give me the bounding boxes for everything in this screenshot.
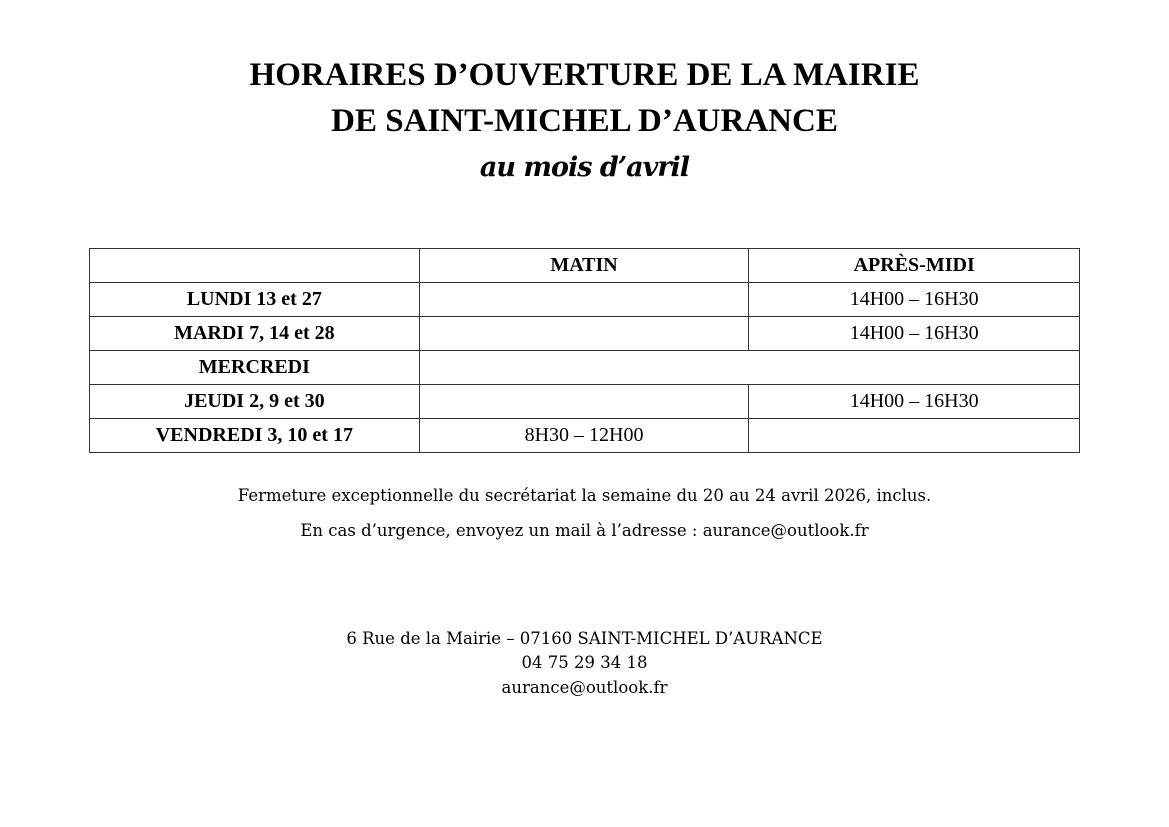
matin-cell (419, 385, 749, 419)
page-subtitle: au mois d’avril (479, 152, 690, 183)
merged-hours-cell (419, 351, 1079, 385)
apres-midi-cell: 14H00 – 16H30 (749, 317, 1080, 351)
urgency-notice: En cas d’urgence, envoyez un mail à l’adresse : aurance@outlook.fr (300, 521, 869, 540)
table-row (90, 317, 1080, 351)
header-cell-matin: MATIN (419, 249, 749, 283)
header-cell-apres-midi: APRÈS-MIDI (749, 249, 1080, 283)
table-row (90, 351, 1080, 385)
page-title-line-1: HORAIRES D’OUVERTURE DE LA MAIRIE (249, 57, 920, 93)
apres-midi-cell: 14H00 – 16H30 (749, 283, 1080, 317)
table-row (90, 385, 1080, 419)
opening-hours-table (89, 248, 1080, 453)
day-cell: JEUDI 2, 9 et 30 (90, 385, 420, 419)
header-cell-day (90, 249, 420, 283)
day-cell: MERCREDI (90, 351, 420, 385)
day-cell: VENDREDI 3, 10 et 17 (90, 419, 420, 453)
closure-notice: Fermeture exceptionnelle du secrétariat la semaine du 20 au 24 avril 2026, inclus. (237, 486, 932, 505)
table-header-row (90, 249, 1080, 283)
table-row (90, 283, 1080, 317)
day-cell: MARDI 7, 14 et 28 (90, 317, 420, 351)
matin-cell (419, 283, 749, 317)
contact-email: aurance@outlook.fr (501, 678, 668, 697)
page-title-line-2: DE SAINT-MICHEL D’AURANCE (331, 103, 838, 139)
table-row (90, 419, 1080, 453)
phone-number: 04 75 29 34 18 (521, 653, 648, 672)
postal-address: 6 Rue de la Mairie – 07160 SAINT-MICHEL D’AURANCE (346, 629, 823, 648)
matin-cell: 8H30 – 12H00 (419, 419, 749, 453)
matin-cell (419, 317, 749, 351)
apres-midi-cell (749, 419, 1080, 453)
day-cell: LUNDI 13 et 27 (90, 283, 420, 317)
apres-midi-cell: 14H00 – 16H30 (749, 385, 1080, 419)
